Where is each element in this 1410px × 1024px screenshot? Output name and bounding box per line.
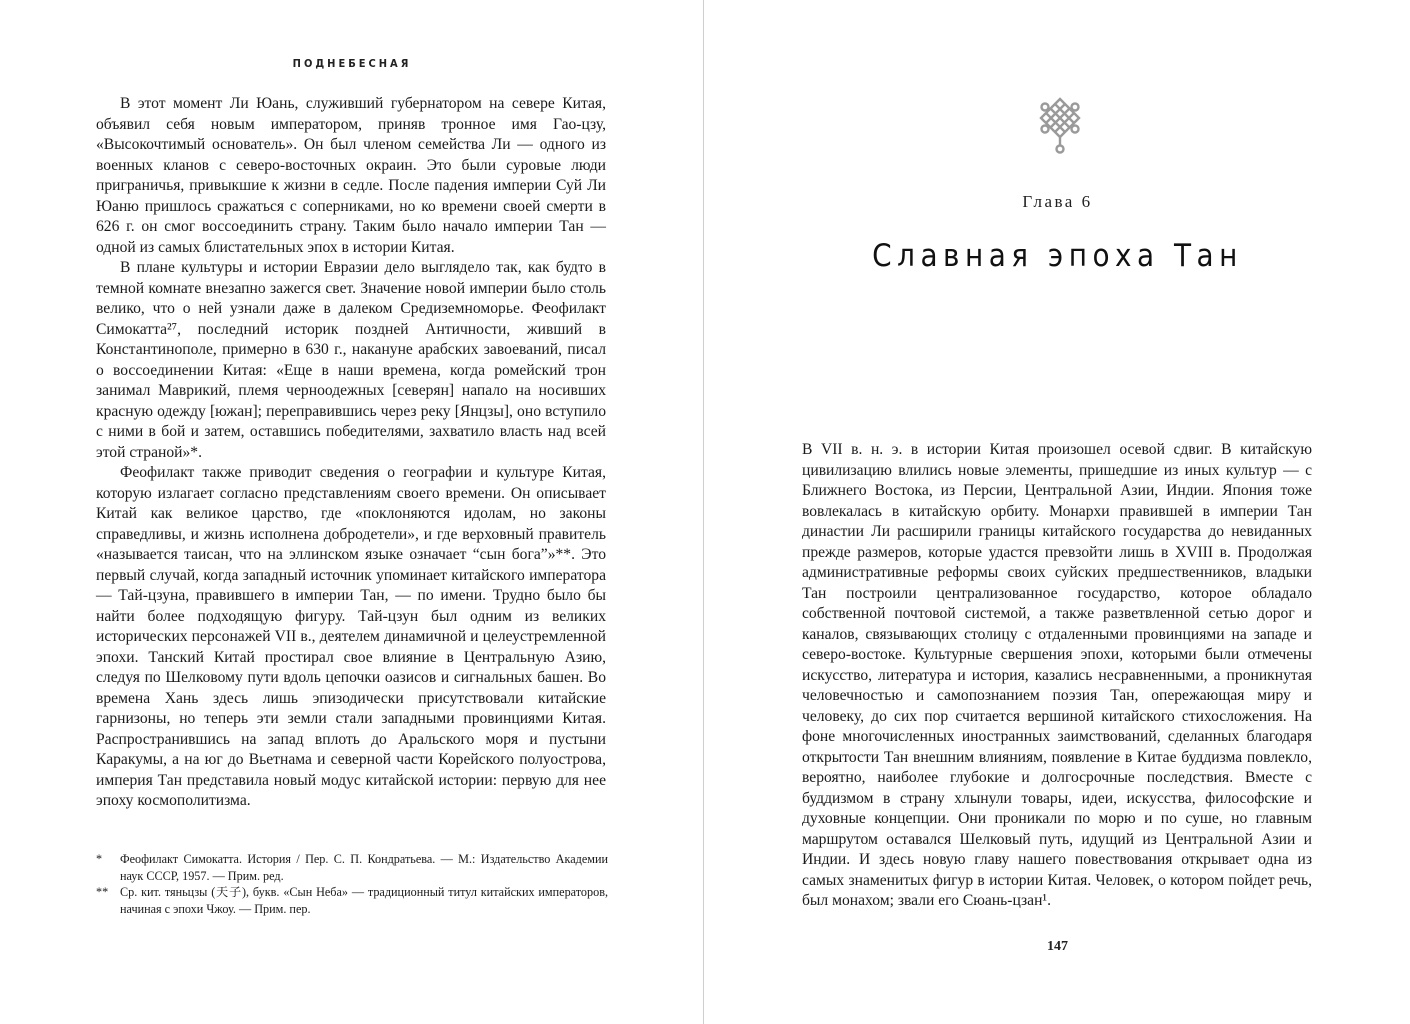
right-page [705,0,1410,1024]
endless-knot-icon [1035,93,1085,159]
footnote-mark: ** [96,885,109,899]
chapter-label: Глава 6 [1022,192,1093,211]
footnote [96,851,608,884]
footnote-text: Феофилакт Симокатта. История / Пер. С. П. Кондратьева. — М.: Издательство Академии наук СССР, 1957. — Прим. ред. [120,852,608,883]
footnote [96,884,608,917]
body-paragraph: В VII в. н. э. в истории Китая произошел осевой сдвиг. В китайскую цивилизацию влились новые элементы, пришедшие из иных культур — с Ближнего Востока, из Персии, Центральной Азии, Индии. Япония тоже вовлекалась в китайскую орбиту. Монархи правившей в империи Тан династии Ли расширили границы китайского государства до невиданных прежде размеров, которые удастся превзойти лишь в XVIII в. Продолжая административные реформы своих суйских предшественников, владыки Тан построили централизованное государство, которое обладало собственной почтовой системой, а также разветвленной сетью дорог и каналов, связывающих столицу с отдаленными провинциями на западе и северо-востоке. Культурные свершения эпохи, которыми были отмечены искусство, литература и история, казались несравненными, а проникнутая человечностью и самопознанием поэзия Тан, опережающая миру и человеку, до сих пор считается вершиной китайского стихосложения. На фоне многочисленных иностранных заимствований, сделанных благодаря открытости Тан внешним влияниям, появление в Китае буддизма повлекло, вероятно, наиболее глубокие и долгосрочные последствия. Вместе с буддизмом в страну хлынули товары, идеи, искусства, философские и духовные концепции. Они проникали по морю и по суше, но главным маршрутом оставался Шелковый путь, идущий из Центральной Азии и Индии. И здесь новую главу нашего повествования открывает одна из самых знаменитых фигур в истории Китая. Человек, о котором пойдет речь, был монахом; звали его Сюань-цзан¹. [802,441,1312,909]
footnote-text: Ср. кит. тяньцзы (天子), букв. «Сын Неба» — традиционный титул китайских императоров, начиная с эпохи Чжоу. — Прим. пер. [120,885,608,916]
body-paragraph-3: Феофилакт также приводит сведения о географии и культуре Китая, которую излагает согласно представлениям своего времени. Он описывает Китай как великое царство, где «поклоняются идолам, но законы справедливы, и жизнь исполнена добродетели», и где верховный правитель «называется таисан, что на эллинском языке означает “сын бога”»**. Это первый случай, когда западный источник упоминает китайского императора — Тай-цзуна, правившего в империи Тан, — по имени. Трудно было бы найти более подходящую фигуру. Тай-цзун был одним из великих исторических персонажей VII в., деятелем динамичной и целеустремленной эпохи. Танский Китай простирал свое влияние в Центральную Азию, следуя по Шелковому пути вдоль цепочки оазисов и сигнальных башен. Во времена Хань здесь лишь эпизодически присутствовали китайские гарнизоны, но теперь эти земли стали западными провинциями Китая. Распространившись на запад вплоть до Аральского моря и пустыни Каракумы, а на юг до Вьетнама и северной части Корейского полуострова, империя Тан представила новый модус китайской истории: первую для нее эпоху космополитизма. [96,464,606,809]
footnotes [96,851,608,917]
body-paragraph-1: В этот момент Ли Юань, служивший губернатором на севере Китая, объявил себя новым императором, приняв тронное имя Гао-цзу, «Высокочтимый основатель». Он был членом семейства Ли — одного из военных кланов с северо-восточных окраин. Это были суровые люди приграничья, привыкшие к жизни в седле. После падения империи Суй Ли Юаню пришлось сражаться с соперниками, но ко времени своей смерти в 626 г. он смог воссоединить страну. Таким было начало империи Тан — одной из самых блистательных эпох в истории Китая. [96,95,606,256]
footnote-mark: * [96,852,103,866]
left-page [0,0,704,1024]
right-page-body [802,440,1312,912]
running-head: ПОДНЕБЕСНАЯ [292,57,412,70]
left-page-body [96,94,606,812]
body-paragraph-2: В плане культуры и истории Евразии дело выглядело так, как будто в темной комнате внезапно зажегся свет. Значение новой империи было столь велико, что о ней узнали даже в далеком Средиземноморье. Феофилакт Симокатта²⁷, последний историк поздней Античности, живший в Константинополе, примерно в 630 г., накануне арабских завоеваний, писал о воссоединении Китая: «Еще в наши времена, когда ромейский трон занимал Маврикий, племя черноодежных [северян] напало на носивших красную одежду [южан]; переправившись через реку [Янцзы], оно вступило с ними в бой и затем, оставшись победителями, захватило власть над всей этой страной»*. [96,259,606,461]
page-number: 147 [1047,939,1068,954]
chapter-title: Славная эпоха Тан [872,238,1243,274]
